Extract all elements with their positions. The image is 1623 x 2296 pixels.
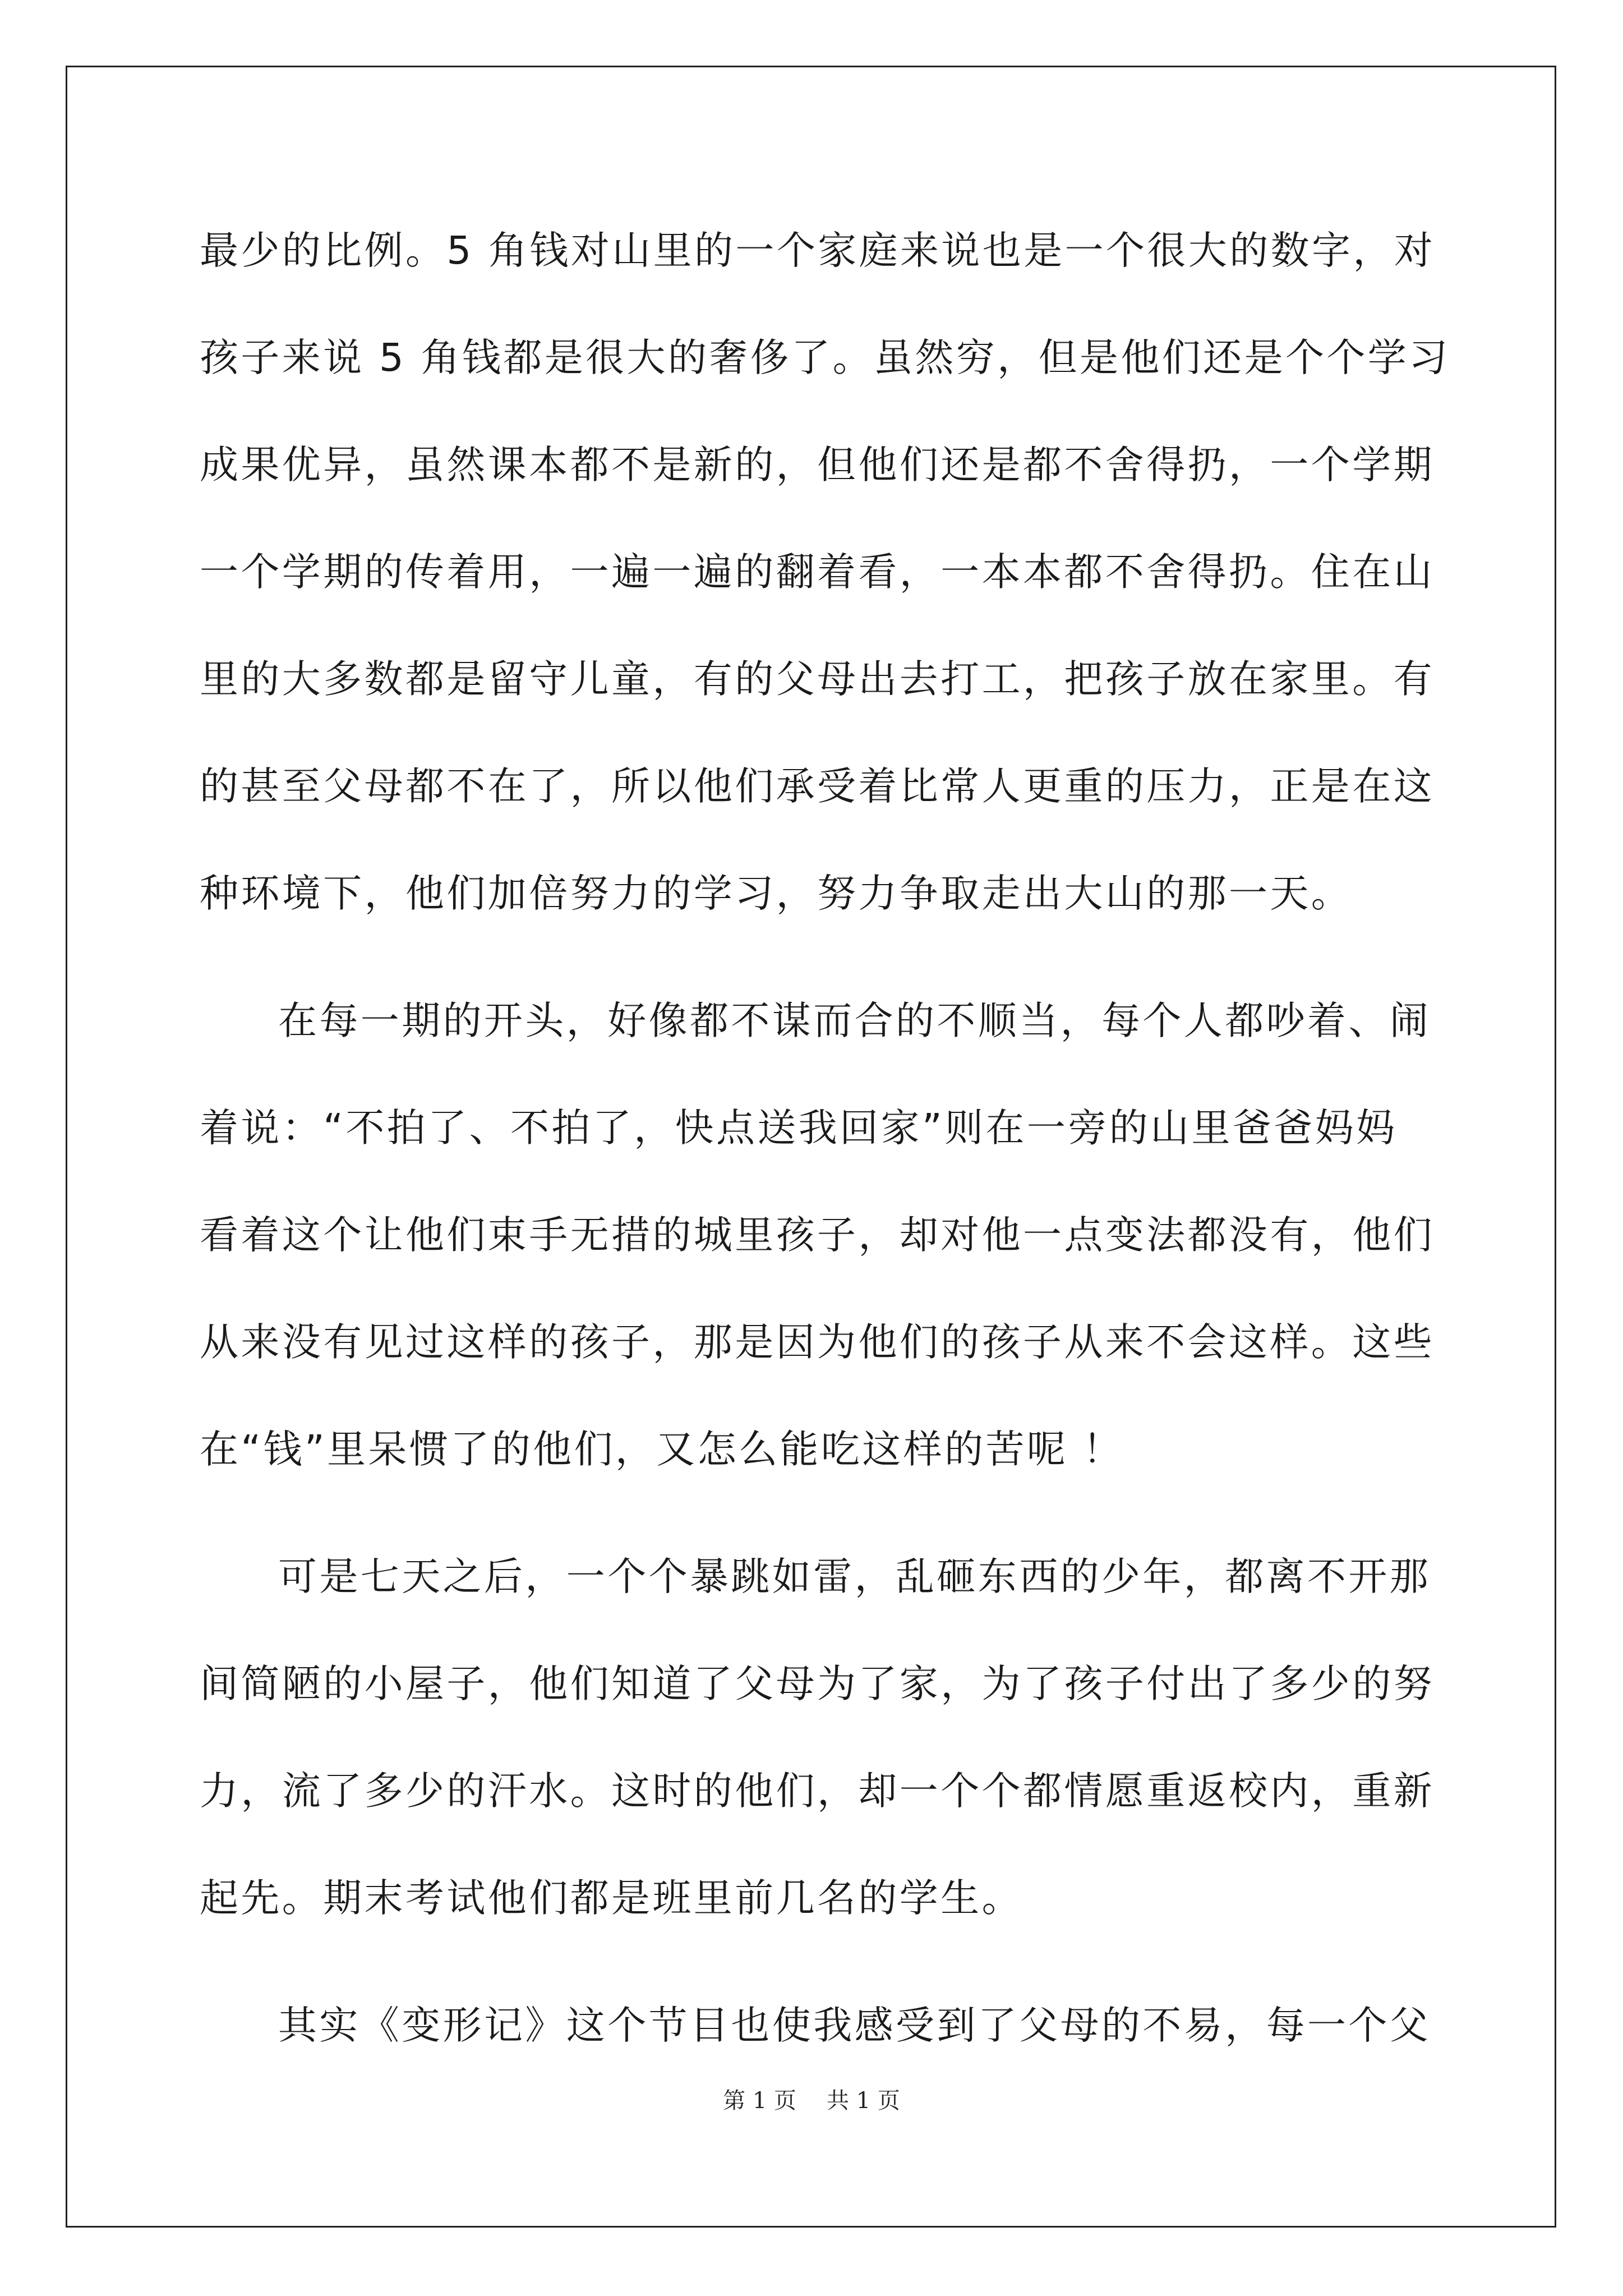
text-line: 看着这个让他们束手无措的城里孩子，却对他一点变法都没有，他们	[200, 1213, 1435, 1258]
text-line: 可是七天之后，一个个暴跳如雷，乱砸东西的少年，都离不开那	[278, 1554, 1431, 1599]
text-line: 起先。期末考试他们都是班里前几名的学生。	[200, 1876, 1023, 1921]
text-line: 成果优异，虽然课本都不是新的，但他们还是都不舍得扔，一个学期	[200, 443, 1435, 487]
text-line: 在每一期的开头，好像都不谋而合的不顺当，每个人都吵着、闹	[278, 999, 1431, 1043]
text-line: 孩子来说 5 角钱都是很大的奢侈了。虽然穷，但是他们还是个个学习	[200, 335, 1450, 380]
text-line: 最少的比例。5 角钱对山里的一个家庭来说也是一个很大的数字，对	[200, 228, 1436, 273]
text-line: 里的大多数都是留守儿童，有的父母出去打工，把孩子放在家里。有	[200, 657, 1435, 702]
text-line: 间简陋的小屋子，他们知道了父母为了家，为了孩子付出了多少的努	[200, 1662, 1435, 1706]
text-line: 力，流了多少的汗水。这时的他们，却一个个都情愿重返校内，重新	[200, 1769, 1435, 1814]
page-number-total: 共 1 页	[827, 2088, 900, 2114]
document-body	[200, 210, 1450, 2092]
text-line: 从来没有见过这样的孩子，那是因为他们的孩子从来不会这样。这些	[200, 1320, 1435, 1365]
text-line: 着说：“不拍了、不拍了，快点送我回家”则在一旁的山里爸爸妈妈	[200, 1106, 1398, 1151]
text-line: 的甚至父母都不在了，所以他们承受着比常人更重的压力，正是在这	[200, 764, 1435, 809]
text-line: 在“钱”里呆惯了的他们，又怎么能吃这样的苦呢 ！	[200, 1427, 1124, 1472]
page-footer	[0, 2083, 1623, 2115]
page-number-current: 第 1 页	[723, 2088, 796, 2114]
text-line: 一个学期的传着用，一遍一遍的翻着看，一本本都不舍得扔。住在山	[200, 550, 1435, 595]
text-line: 其实《变形记》这个节目也使我感受到了父母的不易，每一个父	[278, 2003, 1431, 2048]
text-line: 种环境下，他们加倍努力的学习，努力争取走出大山的那一天。	[200, 871, 1353, 916]
